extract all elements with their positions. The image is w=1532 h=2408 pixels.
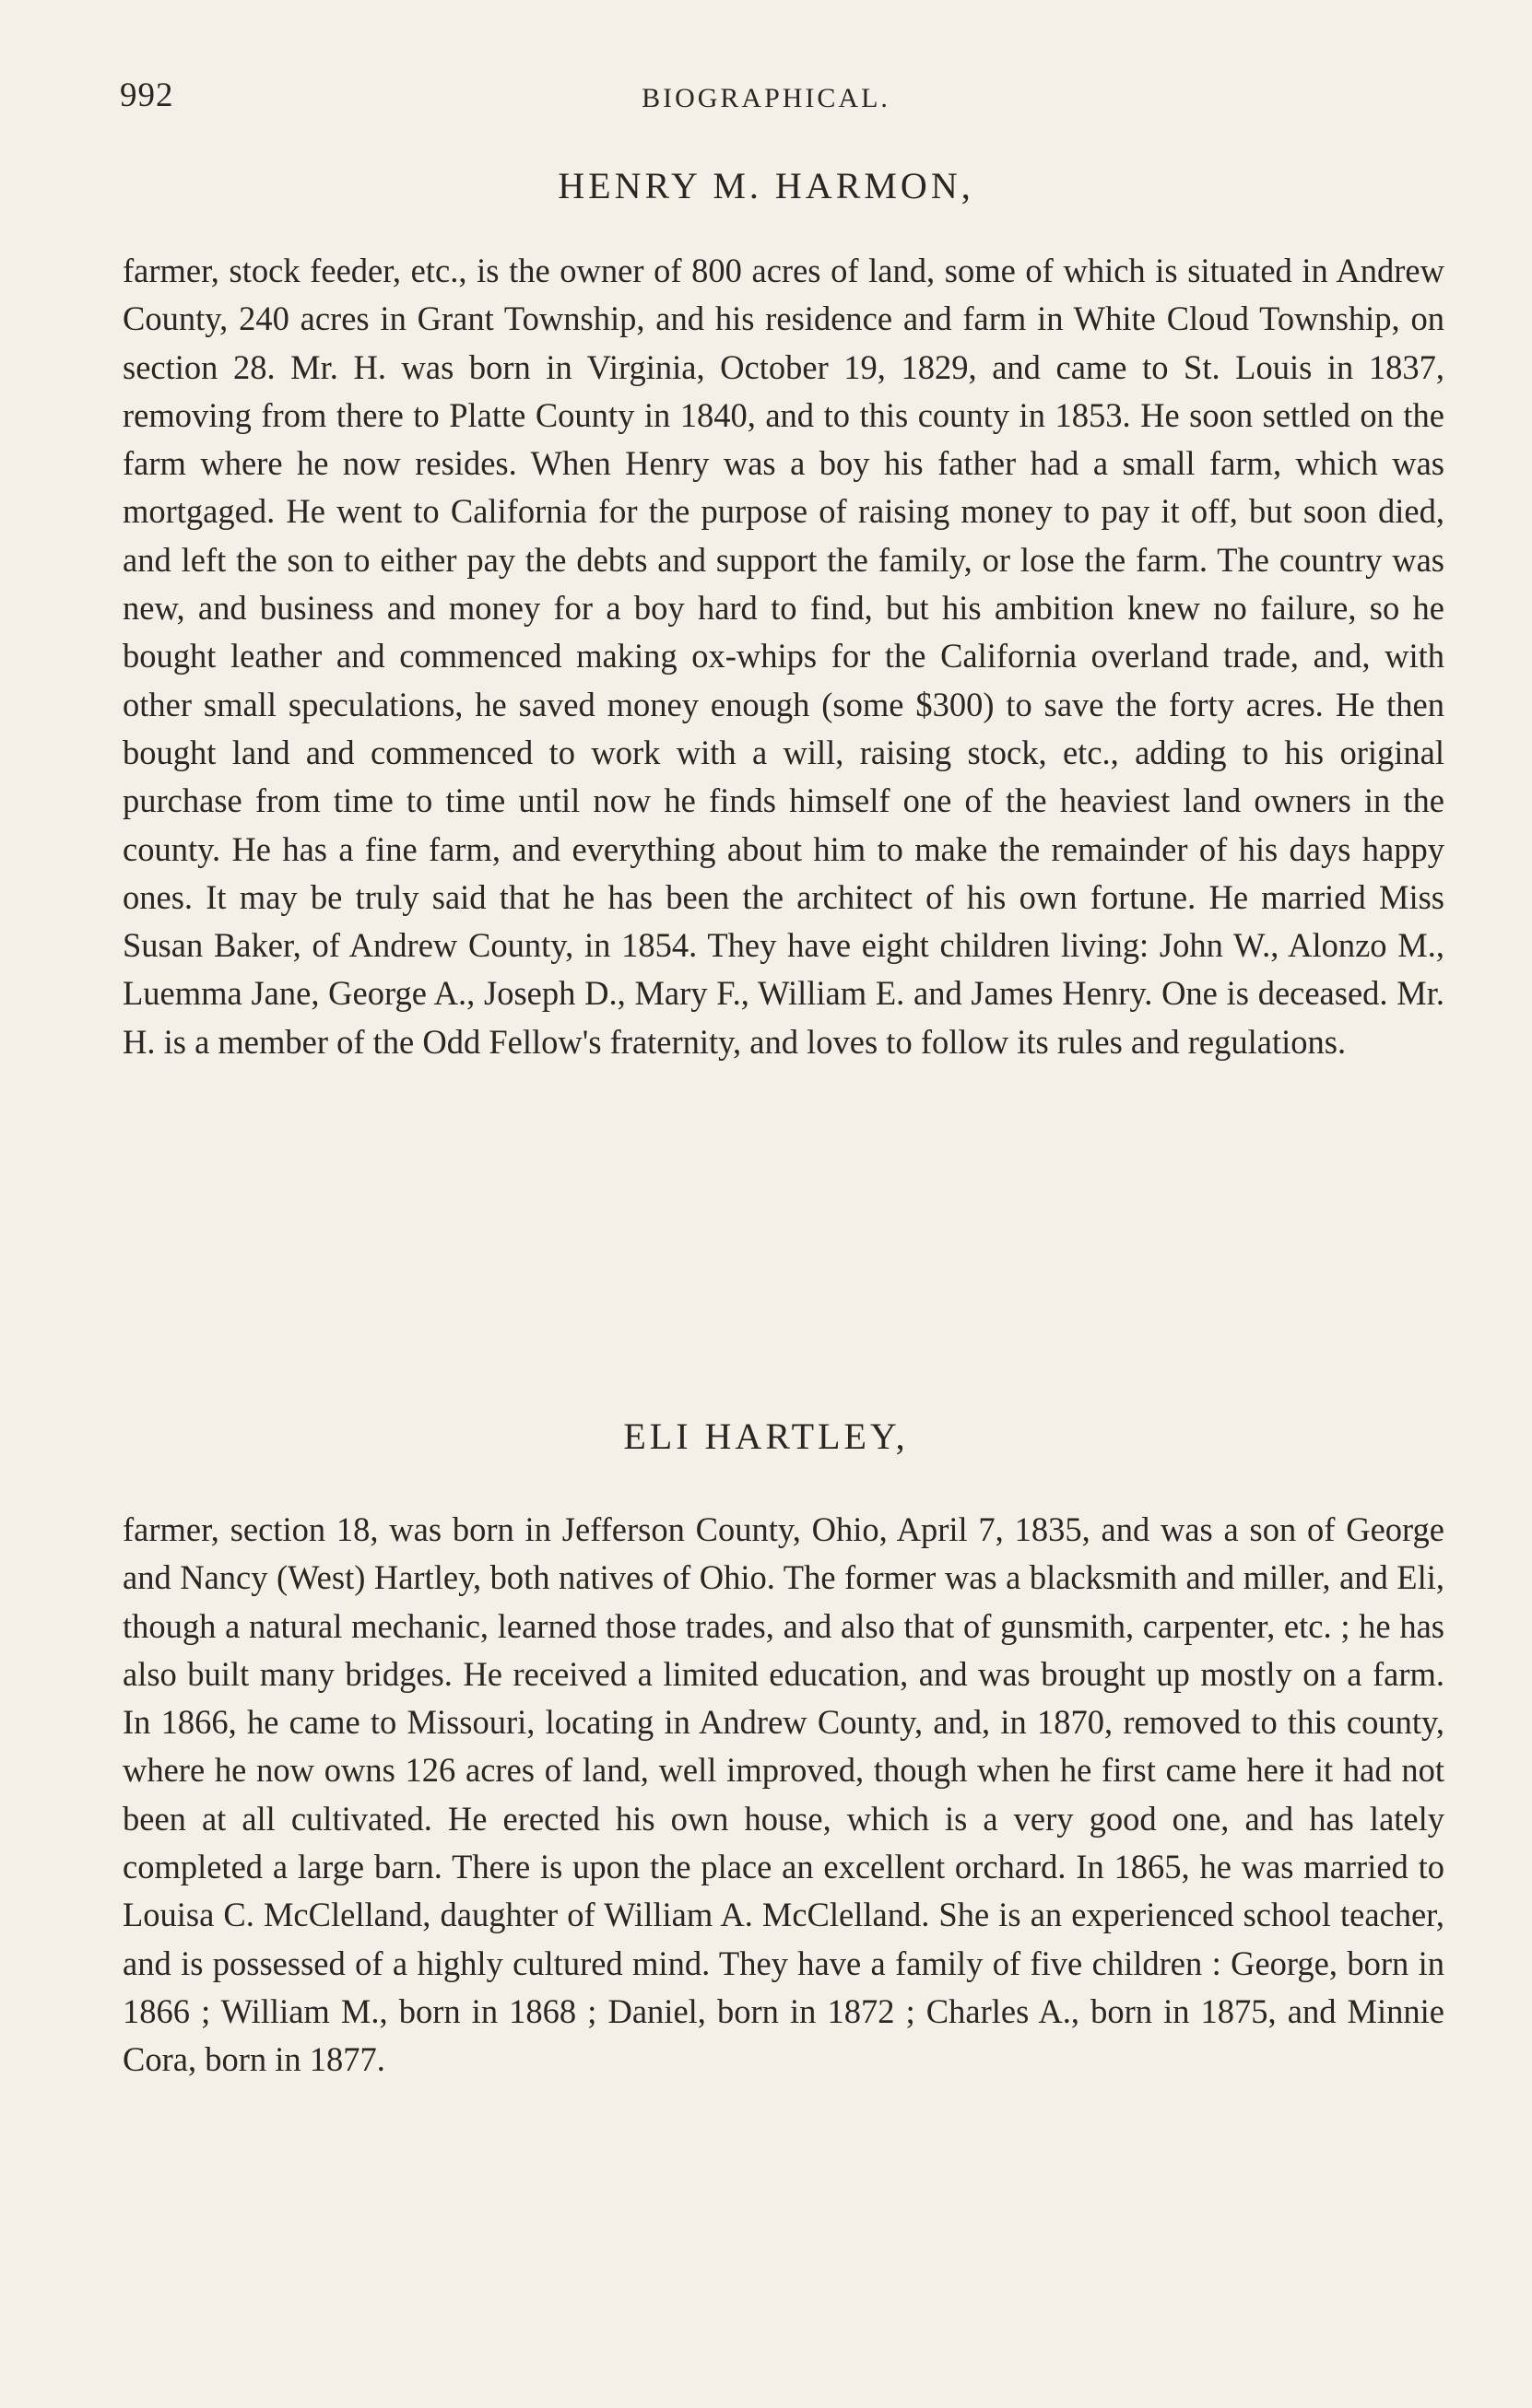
page-number: 992 [120, 76, 174, 114]
entry-body-harmon: farmer, stock feeder, etc., is the owner of 800 acres of land, some of which is situated in Andrew County, 240 acres in Grant Township, and his residence and farm in White Cloud Township, on section 28. Mr. H. was born in Virginia, October 19, 1829, and came to St. Louis in 1837, removing from there to Platte County in 1840, and to this county in 1853. He soon settled on the farm where he now resides. When Henry was a boy his father had a small farm, which was mortgaged. He went to California for the purpose of raising money to pay it off, but soon died, and left the son to either pay the debts and support the family, or lose the farm. The country was new, and business and money for a boy hard to find, but his ambition knew no failure, so he bought leather and commenced making ox-whips for the California overland trade, and, with other small speculations, he saved money enough (some $300) to save the forty acres. He then bought land and commenced to work with a will, raising stock, etc., adding to his original purchase from time to time until now he finds himself one of the heaviest land owners in the county. He has a fine farm, and everything about him to make the remainder of his days happy ones. It may be truly said that he has been the architect of his own fortune. He married Miss Susan Baker, of Andrew County, in 1854. They have eight children living: John W., Alonzo M., Luemma Jane, George A., Joseph D., Mary F., William E. and James Henry. One is deceased. Mr. H. is a member of the Odd Fellow's fraternity, and loves to follow its rules and regulations. [123, 252, 1444, 1061]
entry-title-harmon: HENRY M. HARMON, [558, 165, 974, 206]
entry-title-hartley: ELI HARTLEY, [623, 1415, 909, 1457]
entry-body-hartley: farmer, section 18, was born in Jefferson County, Ohio, April 7, 1835, and was a son of George and Nancy (West) Hartley, both natives of Ohio. The former was a blacksmith and miller, and Eli, though a natural mechanic, learned those trades, and also that of gunsmith, carpenter, etc. ; he has also built many bridges. He received a limited education, and was brought up mostly on a farm. In 1866, he came to Missouri, locating in Andrew County, and, in 1870, removed to this county, where he now owns 126 acres of land, well improved, though when he first came here it had not been at all cultivated. He erected his own house, which is a very good one, and has lately completed a large barn. There is upon the place an excellent orchard. In 1865, he was married to Louisa C. McClelland, daughter of William A. McClelland. She is an experienced school teacher, and is possessed of a highly cultured mind. They have a family of five children : George, born in 1866 ; William M., born in 1868 ; Daniel, born in 1872 ; Charles A., born in 1875, and Minnie Cora, born in 1877. [123, 1510, 1444, 2079]
running-head: BIOGRAPHICAL. [642, 83, 890, 113]
